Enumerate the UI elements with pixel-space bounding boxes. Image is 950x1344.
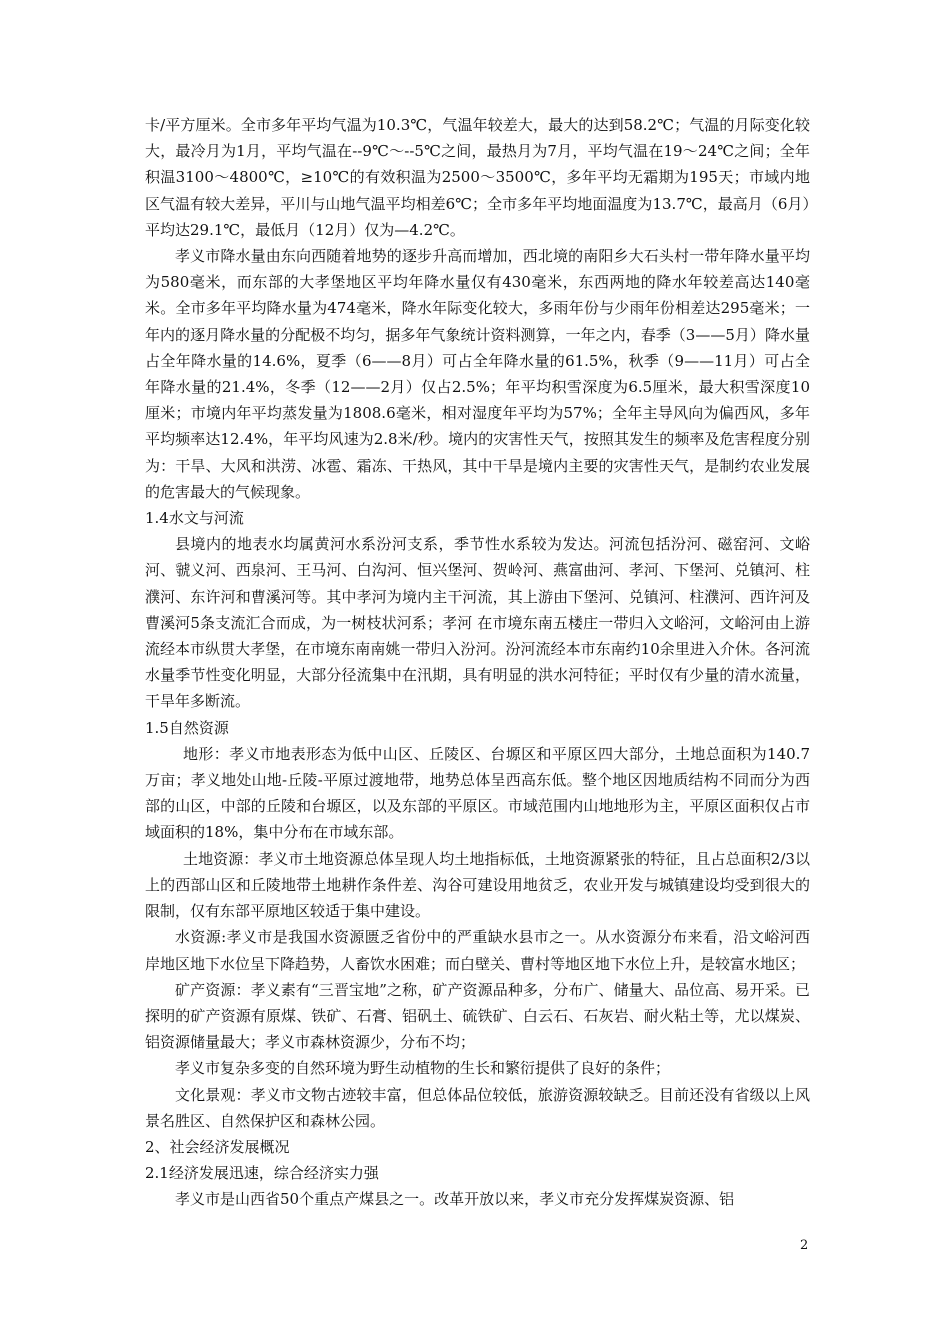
paragraph-wildlife: 孝义市复杂多变的自然环境为野生动植物的生长和繁衍提供了良好的条件； xyxy=(175,1059,671,1078)
paragraph-cultural-landscape: 文化景观：孝义市文物古迹较丰富，但总体品位较低，旅游资源较缺乏。目前还没有省级以上风景名胜区、自然保护区和森林公园。 xyxy=(145,1085,810,1130)
paragraph-climate-temperature: 卡/平方厘米。全市多年平均气温为10.3℃，气温年较差大，最大的达到58.2℃；气温的月际变化较大，最冷月为1月，平均气温在--9℃～--5℃之间，最热月为7月，平均气温在19～24℃之间；全年积温3100～4800℃，≥10℃的有效积温为2500～3500℃，多年平均无霜期为195天；市域内地区气温有较大差异，平川与山地气温平均相差6℃；全市多年平均地面温度为13.7℃，最高月（6月）平均达29.1℃，最低月（12月）仅为—4.2℃。 xyxy=(145,116,810,239)
section-heading-socioeconomic: 2、社会经济发展概况 xyxy=(145,1137,290,1156)
paragraph-economy: 孝义市是山西省50个重点产煤县之一。改革开放以来，孝义市充分发挥煤炭资源、铝 xyxy=(175,1190,735,1209)
section-heading-hydrology: 1.4水文与河流 xyxy=(145,509,244,528)
section-heading-natural-resources: 1.5自然资源 xyxy=(145,718,229,737)
paragraph-hydrology: 县境内的地表水均属黄河水系汾河支系，季节性水系较为发达。河流包括汾河、磁窑河、文峪河、虢义河、西泉河、王马河、白沟河、恒兴堡河、贺岭河、燕富曲河、孝河、下堡河、兑镇河、柱濮河、东许河和曹溪河等。其中孝河为境内主干河流，其上游由下堡河、兑镇河、柱濮河、西许河及曹溪河5条支流汇合而成，为一树枝状河系；孝河 在市境东南五楼庄一带归入文峪河，文峪河由上游流经本市纵贯大孝堡，在市境东南南姚一带归入汾河。汾河流经本市东南约10余里进入介休。各河流水量季节性变化明显，大部分径流集中在汛期，具有明显的洪水河特征；平时仅有少量的清水流量，干旱年多断流。 xyxy=(145,535,810,711)
document-body xyxy=(145,112,810,1213)
paragraph-water-resources: 水资源:孝义市是我国水资源匮乏省份中的严重缺水县市之一。从水资源分布来看，沿文峪河西岸地区地下水位呈下降趋势，人畜饮水困难；而白壁关、曹村等地区地下水位上升，是较富水地区； xyxy=(145,928,810,973)
section-heading-economic-growth: 2.1经济发展迅速，综合经济实力强 xyxy=(145,1164,379,1183)
paragraph-terrain: 地形：孝义市地表形态为低中山区、丘陵区、台塬区和平原区四大部分，土地总面积为140.7万亩；孝义地处山地-丘陵-平原过渡地带，地势总体呈西高东低。整个地区因地质结构不同而分为西部的山区，中部的丘陵和台塬区，以及东部的平原区。市域范围内山地地形为主，平原区面积仅占市域面积的18%，集中分布在市域东部。 xyxy=(145,744,810,842)
page-number: 2 xyxy=(800,1238,809,1253)
paragraph-land-resources: 土地资源：孝义市土地资源总体呈现人均土地指标低，土地资源紧张的特征，且占总面积2/3以上的西部山区和丘陵地带土地耕作条件差、沟谷可建设用地贫乏，农业开发与城镇建设均受到很大的限制，仅有东部平原地区较适于集中建设。 xyxy=(145,849,810,921)
paragraph-mineral-resources: 矿产资源：孝义素有“三晋宝地”之称，矿产资源品种多，分布广、储量大、品位高、易开采。已探明的矿产资源有原煤、铁矿、石膏、铝矾土、硫铁矿、白云石、石灰岩、耐火粘土等，尤以煤炭、铝资源储量最大；孝义市森林资源少，分布不均； xyxy=(145,980,810,1052)
paragraph-climate-precipitation: 孝义市降水量由东向西随着地势的逐步升高而增加，西北境的南阳乡大石头村一带年降水量平均为580毫米，而东部的大孝堡地区平均年降水量仅有430毫米，东西两地的降水年较差高达140毫米。全市多年平均降水量为474毫米，降水年际变化较大，多雨年份与少雨年份相差达295毫米；一年内的逐月降水量的分配极不均匀，据多年气象统计资料测算，一年之内，春季（3——5月）降水量占全年降水量的14.6%，夏季（6——8月）可占全年降水量的61.5%，秋季（9——11月）可占全年降水量的21.4%，冬季（12——2月）仅占2.5%；年平均积雪深度为6.5厘米，最大积雪深度10厘米；市境内年平均蒸发量为1808.6毫米，相对湿度年平均为57%；全年主导风向为偏西风，多年平均频率达12.4%，年平均风速为2.8米/秒。境内的灾害性天气，按照其发生的频率及危害程度分别为：干旱、大风和洪涝、冰雹、霜冻、干热风，其中干旱是境内主要的灾害性天气，是制约农业发展的危害最大的气候现象。 xyxy=(145,247,810,501)
